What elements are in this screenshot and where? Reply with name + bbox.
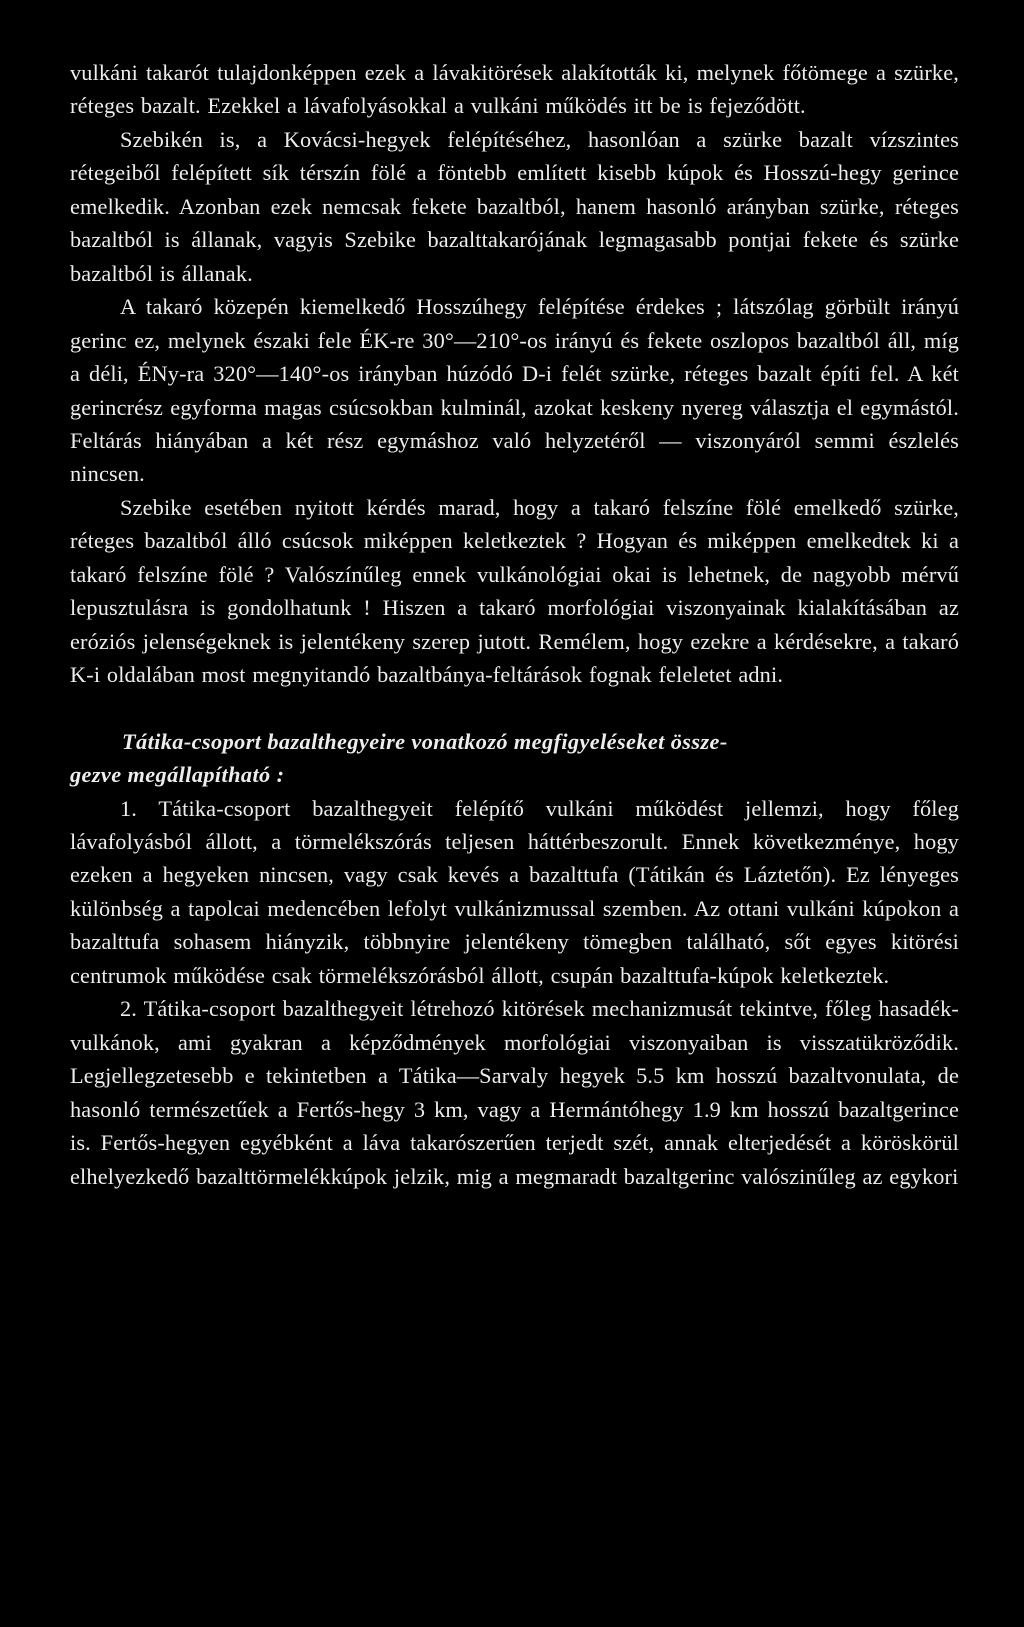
paragraph-3: A takaró közepén kiemelkedő Hosszúhegy felépítése érdekes ; látszólag görbült irányú gerinc ez, melynek északi fele ÉK-re 30°—210°-os irányú és fekete oszlopos bazaltból áll, míg a déli, ÉNy-ra 320°—140°-os irányban húzódó D-i felét szürke, réteges bazalt építi fel. A két gerincrész egyforma magas csúcsokban kulminál, azokat keskeny nyereg választja el egymástól. Feltárás hiányában a két rész egymáshoz való helyzetéről — viszonyáról semmi észlelés nincsen. — [70, 294, 959, 487]
section-heading-line2: gezve megállapítható : — [70, 762, 285, 788]
paragraph-4: Szebike esetében nyitott kérdés marad, hogy a takaró felszíne fölé emelkedő szürke, réteges bazaltból álló csúcsok miképpen keletkeztek ? Hogyan és miképpen emelkedtek ki a takaró felszíne fölé ? Valószínűleg ennek vulkánológiai okai is lehetnek, de nagyobb mérvű lepusztulásra is gondolhatunk ! Hiszen a takaró morfológiai viszonyainak kialakításában az eróziós jelenségeknek is jelentékeny szerep jutott. Remélem, hogy ezekre a kérdésekre, a takaró K-i oldalában most megnyitandó bazaltbánya-feltárások fognak feleletet adni. — [70, 494, 959, 688]
numbered-paragraph-2: 2. Tátika-csoport bazalthegyeit létrehozó kitörések mechanizmusát tekintve, főleg hasadék-vulkánok, ami gyakran a képződmények morfológiai viszonyaiban is visszatükröződik. Legjellegzetesebb e tekintetben a Tátika—Sarvaly hegyek 5.5 km hosszú bazaltvonulata, de hasonló természetűek a Fertős-hegy 3 km, vagy a Hermántóhegy 1.9 km hosszú bazaltgerince is. Fertős-hegyen egyébként a láva takarószerűen terjedt szét, annak elterjedését a köröskörül elhelyezkedő bazalttörmelékkúpok jelzik, mig a megmaradt bazaltgerinc valószinűleg az egykori — [70, 996, 959, 1189]
section-heading — [70, 725, 959, 792]
paragraph-2: Szebikén is, a Kovácsi-hegyek felépítéséhez, hasonlóan a szürke bazalt vízszintes rétegeiből felépített sík térszín fölé a föntebb említett kisebb kúpok és Hosszú-hegy gerince emelkedik. Azonban ezek nemcsak fekete bazaltból, hanem hasonló arányban szürke, réteges bazaltból is állanak, vagyis Szebike bazalttakarójának legmagasabb pontjai fekete és szürke bazaltból is állanak. — [70, 126, 959, 286]
numbered-paragraph-1: 1. Tátika-csoport bazalthegyeit felépítő vulkáni működést jellemzi, hogy főleg lávafolyásból állott, a törmelékszórás teljesen háttérbeszorult. Ennek következménye, hogy ezeken a hegyeken nincsen, vagy csak kevés a bazalttufa (Tátikán és Láztetőn). Ez lényeges különbség a tapolcai medencében lefolyt vulkánizmussal szemben. Az ottani vulkáni kúpokon a bazalttufa sohasem hiányzik, többnyire jelentékeny tömegben található, sőt egyes kitörési centrumok működése csak törmelékszórásból állott, csupán bazalttufa-kúpok keletkeztek. — [70, 795, 959, 988]
paragraph-1: vulkáni takarót tulajdonképpen ezek a lávakitörések alakították ki, melynek főtömege a szürke, réteges bazalt. Ezekkel a lávafolyásokkal a vulkáni működés itt be is fejeződött. — [70, 60, 959, 119]
section-heading-line1: Tátika-csoport bazalthegyeire vonatkozó megfigyeléseket össze- — [122, 728, 728, 754]
page-text — [70, 56, 959, 1193]
